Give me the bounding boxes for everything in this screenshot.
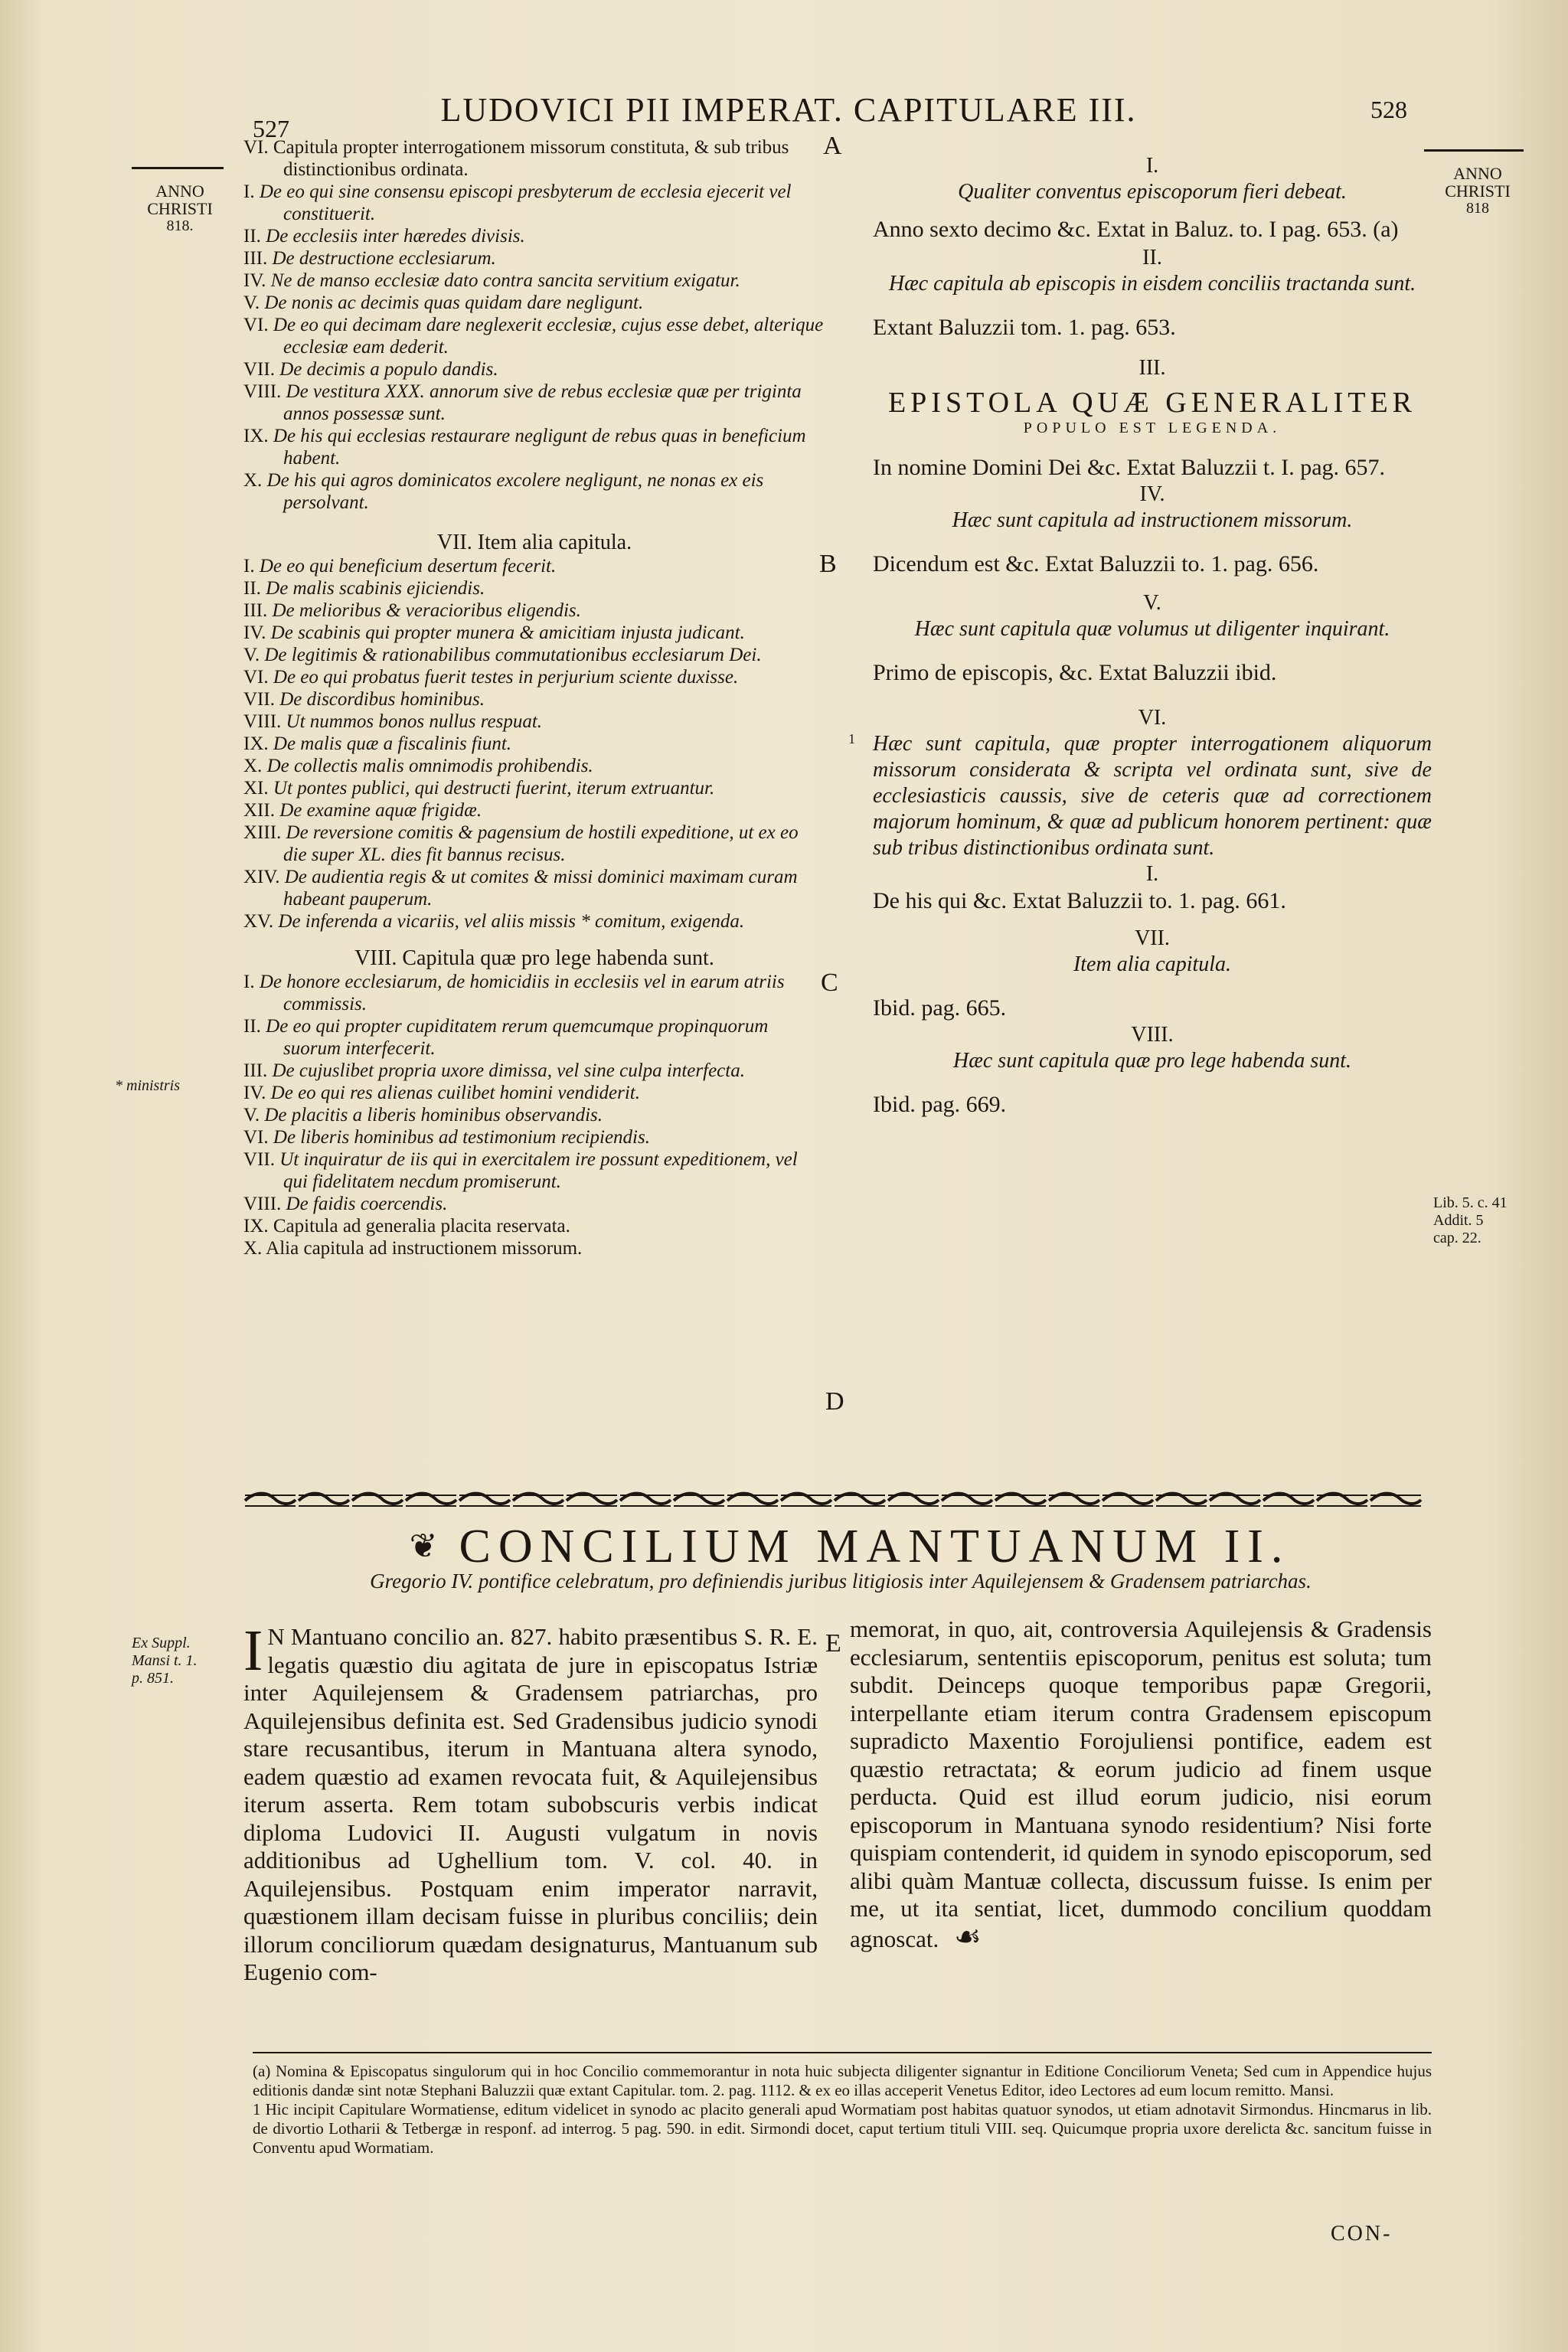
- item-number: VII.: [243, 359, 275, 380]
- section-7-heading: VII. Item alia capitula.: [436, 531, 632, 554]
- catchword: CON-: [1331, 2222, 1393, 2246]
- r-block-7-text: Ibid. pag. 665.: [873, 995, 1007, 1021]
- item-text: De honore ecclesiarum, de homicidiis in ecclesiis vel in earum atriis commissis.: [259, 972, 785, 1014]
- list-item: [243, 555, 825, 577]
- item-number: IX.: [243, 426, 269, 446]
- item-text: Ut inquiratur de iis qui in exercitalem ire possunt expeditionem, vel qui fidelitatem necdum promiserunt.: [279, 1149, 798, 1192]
- list-item: [243, 622, 825, 644]
- concilium-title: ❦ CONCILIUM MANTUANUM II.: [409, 1521, 1291, 1573]
- list-item: [243, 381, 825, 425]
- item-number: VIII.: [243, 1194, 282, 1214]
- list-item: [243, 710, 825, 733]
- left-column: [243, 136, 825, 1259]
- item-text: De placitis a liberis hominibus observandis.: [264, 1105, 603, 1125]
- item-number: XIV.: [243, 867, 280, 887]
- item-number: VIII.: [243, 381, 282, 402]
- pointing-hand-icon: ☙: [953, 1919, 982, 1954]
- item-text: De scabinis qui propter munera & amicitiam injusta judicant.: [270, 622, 745, 643]
- concilium-subtitle: Gregorio IV. pontifice celebratum, pro definiendis juribus litigiosis inter Aquilejensem & Gradensem patriarchas.: [370, 1570, 1312, 1592]
- item-number: V.: [243, 292, 260, 313]
- item-text: Ne de manso ecclesiæ dato contra sancita servitium exigatur.: [270, 270, 740, 291]
- item-number: XIII.: [243, 822, 282, 843]
- section-7-list: [243, 555, 825, 933]
- item-number: VI.: [243, 315, 269, 335]
- footnote-mark-1: 1: [848, 731, 855, 746]
- item-text: De faidis coercendis.: [286, 1194, 448, 1214]
- item-number: III.: [243, 248, 268, 269]
- list-item: [243, 1015, 825, 1060]
- list-item: [243, 599, 825, 622]
- margin-rule-right: [1424, 149, 1524, 152]
- section-8-list: [243, 971, 825, 1215]
- list-item: [243, 866, 825, 910]
- ornament-divider: [243, 1489, 1423, 1512]
- section-letter-a: A: [823, 132, 842, 160]
- list-item: [243, 1104, 825, 1126]
- r-block-8-title: Hæc sunt capitula quæ pro lege habenda sunt.: [952, 1049, 1352, 1073]
- footnotes: [253, 2062, 1432, 2158]
- right-column: [848, 136, 1432, 1119]
- item-number: VII.: [243, 689, 275, 710]
- r-block-6-num: VI.: [1138, 706, 1167, 730]
- item-text: De his qui agros dominicatos excolere negligunt, ne nonas ex eis persolvant.: [266, 470, 764, 513]
- list-item: [243, 270, 825, 292]
- running-head: LUDOVICI PII IMPERAT. CAPITULARE III.: [440, 91, 1137, 129]
- item-number: IV.: [243, 622, 266, 643]
- r-block-6-sub: I.: [1145, 862, 1159, 886]
- margin-anno-left: ANNO CHRISTI 818.: [147, 181, 213, 234]
- section-6-heading: VI. Capitula propter interrogationem missorum constituta, & sub tribus distinctionibus ordinata.: [243, 137, 789, 180]
- r-block-5-title: Hæc sunt capitula quæ volumus ut diligenter inquirant.: [914, 617, 1390, 641]
- item-number: IV.: [243, 1083, 266, 1103]
- body-left-text: N Mantuano concilio an. 827. habito præsentibus S. R. E. legatis quæstio diu agitata de jure in episcopatus Istriæ inter Aquilejensem & Gradensem patriarchas, pro Aquilejensibus definita est. Sed Gradensibus judicio synodi stare recusantibus, iterum in Mantuana altera synodo, eadem quæstio ad examen revocata fuit, & Aquilejensibus iterum asserta. Rem totam subobscuris verbis indicat diploma Ludovici II. Augusti vulgatum in novis additionibus ad Ughellium tom. V. col. 40. in Aquilejensibus. Postquam enim imperator narravit, quæstionem illam decisam fuisse in pluribus conciliis; dein illorum conciliorum quædam designaturus, Mantuanum sub Eugenio com-: [243, 1623, 818, 1985]
- r-block-8-num: VIII.: [1131, 1023, 1174, 1047]
- list-item: [243, 314, 825, 358]
- item-text: De ecclesiis inter hæredes divisis.: [266, 226, 525, 247]
- item-text: De examine aquæ frigidæ.: [279, 800, 482, 821]
- list-item: [243, 425, 825, 469]
- item-number: XII.: [243, 800, 275, 821]
- fleuron-icon: ❦: [409, 1527, 446, 1565]
- r-block-6-title: Hæc sunt capitula, quæ propter interrogationem aliquorum missorum considerata & scripta vel ordinata sunt, sive de ecclesiasticis caussis, sive de ceteris quæ ad correctionem majorum hominum, & quæ ad publicum honorem pertinent: quæ sub tribus distinctionibus ordinata sunt.: [873, 732, 1432, 860]
- item-number: IX.: [243, 733, 269, 754]
- list-item: [243, 358, 825, 381]
- r-block-5-num: V.: [1143, 591, 1161, 615]
- section-letter-c: C: [821, 969, 838, 997]
- margin-rule-left: [132, 167, 224, 169]
- list-item: [243, 644, 825, 666]
- item-number: VI.: [243, 1127, 269, 1148]
- list-item: [243, 1060, 825, 1082]
- item-text: De nonis ac decimis quas quidam dare negligunt.: [264, 292, 644, 313]
- r-block-8-text: Ibid. pag. 669.: [873, 1092, 1007, 1117]
- item-number: I.: [243, 556, 255, 577]
- margin-anno-right: ANNO CHRISTI 818: [1445, 164, 1511, 217]
- concilium-body-left: [243, 1619, 818, 1987]
- item-text: De his qui ecclesias restaurare negligunt de rebus quas in beneficium habent.: [273, 426, 806, 469]
- margin-note-ex-suppl: Ex Suppl. Mansi t. 1. p. 851.: [132, 1635, 198, 1687]
- item-number: V.: [243, 1105, 260, 1125]
- item-text: De eo qui propter cupiditatem rerum quemcumque propinquorum suorum interfecerit.: [266, 1016, 769, 1059]
- list-item: [243, 910, 825, 933]
- item-number: XI.: [243, 778, 269, 799]
- r-block-1-title: Qualiter conventus episcoporum fieri debeat.: [958, 180, 1347, 204]
- list-item: [243, 225, 825, 247]
- item-text: De legitimis & rationabilibus commutationibus ecclesiarum Dei.: [264, 645, 762, 665]
- item-text: De malis quæ a fiscalinis fiunt.: [273, 733, 512, 754]
- r-block-6-text: De his qui &c. Extat Baluzzii to. 1. pag. 661.: [873, 888, 1286, 913]
- page-number-right: 528: [1370, 96, 1407, 123]
- item-text: De vestitura XXX. annorum sive de rebus ecclesiæ quæ per triginta annos possessæ sunt.: [283, 381, 802, 424]
- list-item: [243, 688, 825, 710]
- list-item: [243, 577, 825, 599]
- r-block-3-text: In nomine Domini Dei &c. Extat Baluzzii t. I. pag. 657.: [873, 455, 1386, 480]
- item-text: De collectis malis omnimodis prohibendis.: [266, 756, 593, 776]
- list-item: [243, 733, 825, 755]
- r-block-2-text: Extant Baluzzii tom. 1. pag. 653.: [873, 315, 1176, 340]
- item-number: V.: [243, 645, 260, 665]
- item-text: De eo qui sine consensu episcopi presbyterum de ecclesia ejecerit vel constituerit.: [259, 181, 792, 224]
- r-block-2-title: Hæc capitula ab episcopis in eisdem conciliis tractanda sunt.: [888, 272, 1416, 296]
- item-text: De eo qui res alienas cuilibet homini vendiderit.: [270, 1083, 640, 1103]
- item-text: De liberis hominibus ad testimonium recipiendis.: [273, 1127, 650, 1148]
- r-block-4-text: Dicendum est &c. Extat Baluzzii to. 1. pag. 656.: [873, 551, 1319, 577]
- body-right-text: memorat, in quo, ait, controversia Aquilejensis & Gradensis ecclesiarum, sententiis episcoporum, penitus est soluta; tum subdit. Deinceps quoque temporibus papæ Gregorii, interpellante etiam iterum contra Gradensem episcopum supradicto Maxentio Forojuliensi pontifice, eadem est quæstio retractata; & eorum judicio ad finem usque perducta. Quid est illud eorum judicio, nisi eorum episcoporum in Mantuana synodo residentium? Nisi forte quispiam contenderit, id quidem in synodo episcoporum, sed alibi quàm Mantuæ collecta, discussum fuisse. Is enim per me, ut ita sentiat, licet, dummodo concilium quoddam agnoscat.: [850, 1615, 1432, 1952]
- item-number: II.: [243, 1016, 261, 1037]
- item-number: X.: [243, 756, 263, 776]
- item-text: De reversione comitis & pagensium de hostili expeditione, ut ex eo die super XL. dies fit bannus recisus.: [283, 822, 799, 865]
- list-item: [243, 822, 825, 866]
- section-letter-b: B: [819, 550, 837, 578]
- r-block-1-num: I.: [1145, 154, 1159, 178]
- list-item: [243, 292, 825, 314]
- item-text: De audientia regis & ut comites & missi dominici maximam curam habeant pauperum.: [283, 867, 798, 910]
- item-number: XV.: [243, 911, 274, 932]
- item-text: De destructione ecclesiarum.: [272, 248, 496, 269]
- item-text: Ut nummos bonos nullus respuat.: [286, 711, 543, 732]
- footnote-rule: [253, 2052, 1432, 2053]
- item-number: X.: [243, 470, 263, 491]
- item-text: De cujuslibet propria uxore dimissa, vel sine culpa interfecta.: [272, 1060, 745, 1081]
- r-block-6-title-wrap: [848, 731, 1432, 861]
- item-text: De inferenda a vicariis, vel aliis missis * comitum, exigenda.: [278, 911, 745, 932]
- item-number: VII.: [243, 1149, 275, 1170]
- item-text: De eo qui probatus fuerit testes in perjurium sciente duxisse.: [273, 667, 739, 688]
- item-number: VI.: [243, 667, 269, 688]
- item-number: VIII.: [243, 711, 282, 732]
- section-8-tail-2: X. Alia capitula ad instructionem missorum.: [243, 1238, 583, 1259]
- item-text: De melioribus & veracioribus eligendis.: [272, 600, 581, 621]
- item-text: De malis scabinis ejiciendis.: [266, 578, 485, 599]
- list-item: [243, 755, 825, 777]
- list-item: [243, 181, 825, 225]
- item-number: IV.: [243, 270, 266, 291]
- r-block-2-num: II.: [1142, 246, 1162, 270]
- section-6-list: [243, 181, 825, 514]
- footnote-1: 1 Hic incipit Capitulare Wormatiense, editum videlicet in synodo ac placito generali apud Wormatiam post habitas quatuor synodos, ut etiam adnotavit Sirmondus. Hincmarus in lib. de divortio Lotharii & Tetbergæ in responf. ad interrog. 5 pag. 590. in edit. Sirmondi docet, caput tertium tituli VIII. seq. Quicumque propria uxore derelicta &c. sancitum fuisse in Conventu apud Wormatiam.: [253, 2100, 1432, 2157]
- list-item: [243, 666, 825, 688]
- item-number: III.: [243, 1060, 268, 1081]
- r-block-7-title: Item alia capitula.: [1073, 952, 1232, 976]
- section-letter-d: D: [825, 1387, 844, 1416]
- r-block-3-title: EPISTOLA QUÆ GENERALITER: [887, 387, 1417, 419]
- r-block-7-num: VII.: [1135, 926, 1170, 950]
- r-block-3-subtitle: POPULO EST LEGENDA.: [1023, 420, 1282, 436]
- r-block-3-num: III.: [1138, 356, 1166, 380]
- footnote-a: (a) Nomina & Episcopatus singulorum qui in hoc Concilio commemorantur in nota huic subjecta diligenter signantur in Editione Conciliorum Veneta; Sed cum in Appendice hujus editionis dandæ sint notæ Stephani Baluzzii quæ extant Capitular. tom. 2. pag. 1112. & ex eo illas acceperit Venetus Editor, ideo Lectores ad eum locum remitto. Mansi.: [253, 2062, 1432, 2099]
- list-item: [243, 1082, 825, 1104]
- list-item: [243, 971, 825, 1015]
- margin-note-lib: Lib. 5. c. 41 Addit. 5 cap. 22.: [1433, 1194, 1508, 1246]
- item-number: II.: [243, 226, 261, 247]
- item-text: De eo qui decimam dare neglexerit ecclesiæ, cujus esse debet, alterique ecclesiæ eam dederit.: [273, 315, 824, 358]
- drop-cap: I: [243, 1619, 263, 1683]
- item-number: I.: [243, 972, 255, 992]
- list-item: [243, 1193, 825, 1215]
- item-text: De eo qui beneficium desertum fecerit.: [259, 556, 557, 577]
- item-number: II.: [243, 578, 261, 599]
- list-item: [243, 777, 825, 799]
- r-block-5-text: Primo de episcopis, &c. Extat Baluzzii ibid.: [873, 660, 1277, 685]
- r-block-1-text: Anno sexto decimo &c. Extat in Baluz. to. I pag. 653. (a): [873, 217, 1399, 242]
- section-letter-e: E: [825, 1629, 841, 1658]
- page-number-left: 527: [253, 115, 289, 142]
- item-text: De discordibus hominibus.: [279, 689, 485, 710]
- item-text: Ut pontes publici, qui destructi fuerint, iterum extruantur.: [273, 778, 715, 799]
- margin-note-ministris: * ministris: [115, 1077, 181, 1094]
- list-item: [243, 1126, 825, 1148]
- item-text: De decimis a populo dandis.: [279, 359, 498, 380]
- list-item: [243, 799, 825, 822]
- list-item: [243, 1148, 825, 1193]
- item-number: III.: [243, 600, 268, 621]
- section-8-heading: VIII. Capitula quæ pro lege habenda sunt.: [354, 946, 714, 970]
- list-item: [243, 469, 825, 514]
- concilium-body-right: [850, 1615, 1432, 1953]
- list-item: [243, 247, 825, 270]
- section-8-tail-1: IX. Capitula ad generalia placita reservata.: [243, 1216, 570, 1236]
- r-block-4-num: IV.: [1139, 482, 1165, 506]
- r-block-4-title: Hæc sunt capitula ad instructionem missorum.: [952, 508, 1353, 532]
- item-number: I.: [243, 181, 255, 202]
